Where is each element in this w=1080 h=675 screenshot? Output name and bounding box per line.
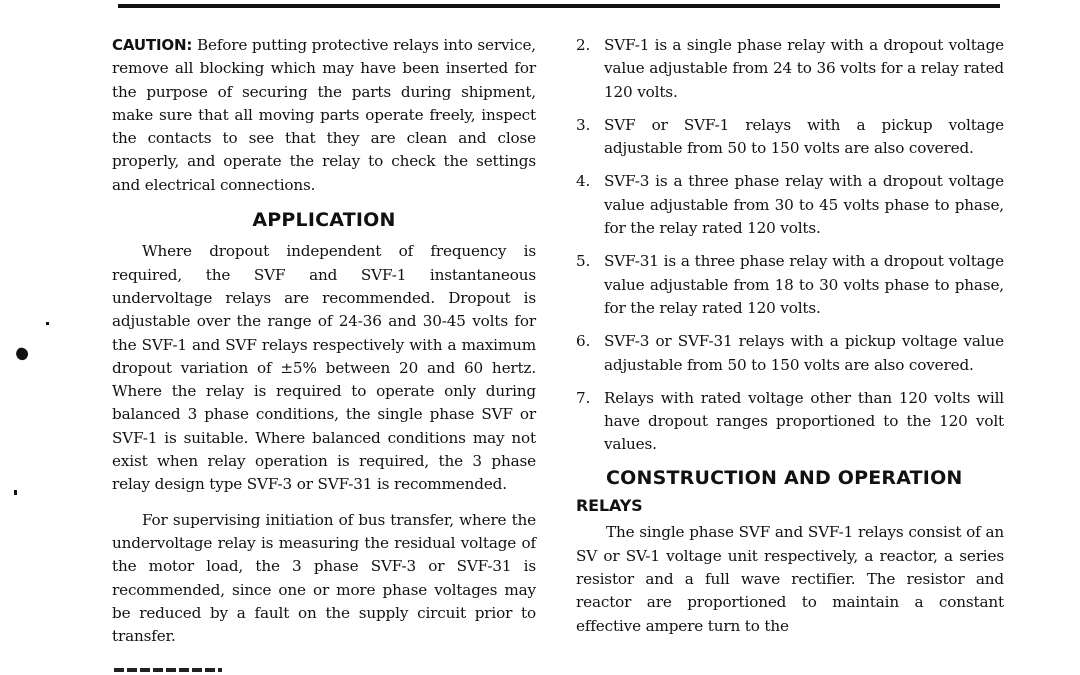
right-column xyxy=(576,34,1004,638)
relays-subheading: RELAYS xyxy=(576,496,643,516)
item-number: 3. xyxy=(576,115,591,134)
top-rule xyxy=(118,4,1000,8)
item-number: 4. xyxy=(576,172,591,191)
application-heading: APPLICATION xyxy=(252,209,396,232)
item-text: SVF-1 is a single phase relay with a dropout voltage value adjustable from 24 to 36 volts for a relay rated 120 volts. xyxy=(604,36,1004,101)
list-item xyxy=(576,114,1004,161)
list-item xyxy=(576,170,1004,240)
caution-paragraph xyxy=(112,34,536,197)
margin-mark xyxy=(14,346,29,361)
cutoff-heading-stub xyxy=(114,668,222,672)
relay-type-list xyxy=(576,34,1004,457)
item-number: 6. xyxy=(576,332,591,351)
item-text: SVF-31 is a three phase relay with a dropout voltage value adjustable from 18 to 30 volts phase to phase, for the relay rated 120 volts. xyxy=(604,252,1004,317)
item-number: 2. xyxy=(576,36,591,54)
caution-label: CAUTION: xyxy=(112,36,193,54)
item-number: 7. xyxy=(576,388,591,407)
speck-2 xyxy=(14,490,17,495)
construction-heading: CONSTRUCTION AND OPERATION xyxy=(606,466,963,489)
caution-text: Before putting protective relays into service, remove all blocking which may have been inserted for the purpose of securing the parts during shipment, make sure that all moving parts operate freely, inspect the contacts to see that they are clean and close properly, and operate the relay to check the settings and electrical connections. xyxy=(112,36,536,194)
item-text: SVF-3 or SVF-31 relays with a pickup voltage value adjustable from 50 to 150 volts are also covered. xyxy=(604,332,1004,374)
item-number: 5. xyxy=(576,252,591,271)
item-text: SVF-3 is a three phase relay with a dropout voltage value adjustable from 30 to 45 volts phase to phase, for the relay rated 120 volts. xyxy=(604,172,1004,238)
list-item xyxy=(576,250,1004,320)
list-item xyxy=(576,34,1004,104)
application-paragraph-2: For supervising initiation of bus transfer, where the undervoltage relay is measuring the residual voltage of the motor load, the 3 phase SVF-3 or SVF-31 is recommended, since one or more phase voltages may be reduced by a fault on the supply circuit prior to transfer. xyxy=(112,510,536,646)
speck-1 xyxy=(46,322,49,325)
list-item xyxy=(576,330,1004,377)
item-text: Relays with rated voltage other than 120 volts will have dropout ranges proportioned to the 120 volt values. xyxy=(604,388,1004,454)
application-paragraph-1: Where dropout independent of frequency is required, the SVF and SVF-1 instantaneous undervoltage relays are recommended. Dropout is adjustable over the range of 24-36 and 30-45 volts for the SVF-1 and SVF relays respectively with a maximum dropout variation of ±5% between 20 and 60 hertz. Where the relay is required to operate only during balanced 3 phase conditions, the single phase SVF or SVF-1 is suitable. Where balanced conditions may not exist when relay operation is required, the 3 phase relay design type SVF-3 or SVF-31 is recommended. xyxy=(112,242,536,494)
item-text: SVF or SVF-1 relays with a pickup voltage adjustable from 50 to 150 volts are also covered. xyxy=(604,115,1004,158)
list-item xyxy=(576,387,1004,457)
relays-paragraph: The single phase SVF and SVF-1 relays consist of an SV or SV-1 voltage unit respectively, a reactor, a series resistor and a full wave rectifier. The resistor and reactor are proportioned to maintain a constant effective ampere turn to the xyxy=(576,523,1004,635)
left-column xyxy=(112,34,536,648)
